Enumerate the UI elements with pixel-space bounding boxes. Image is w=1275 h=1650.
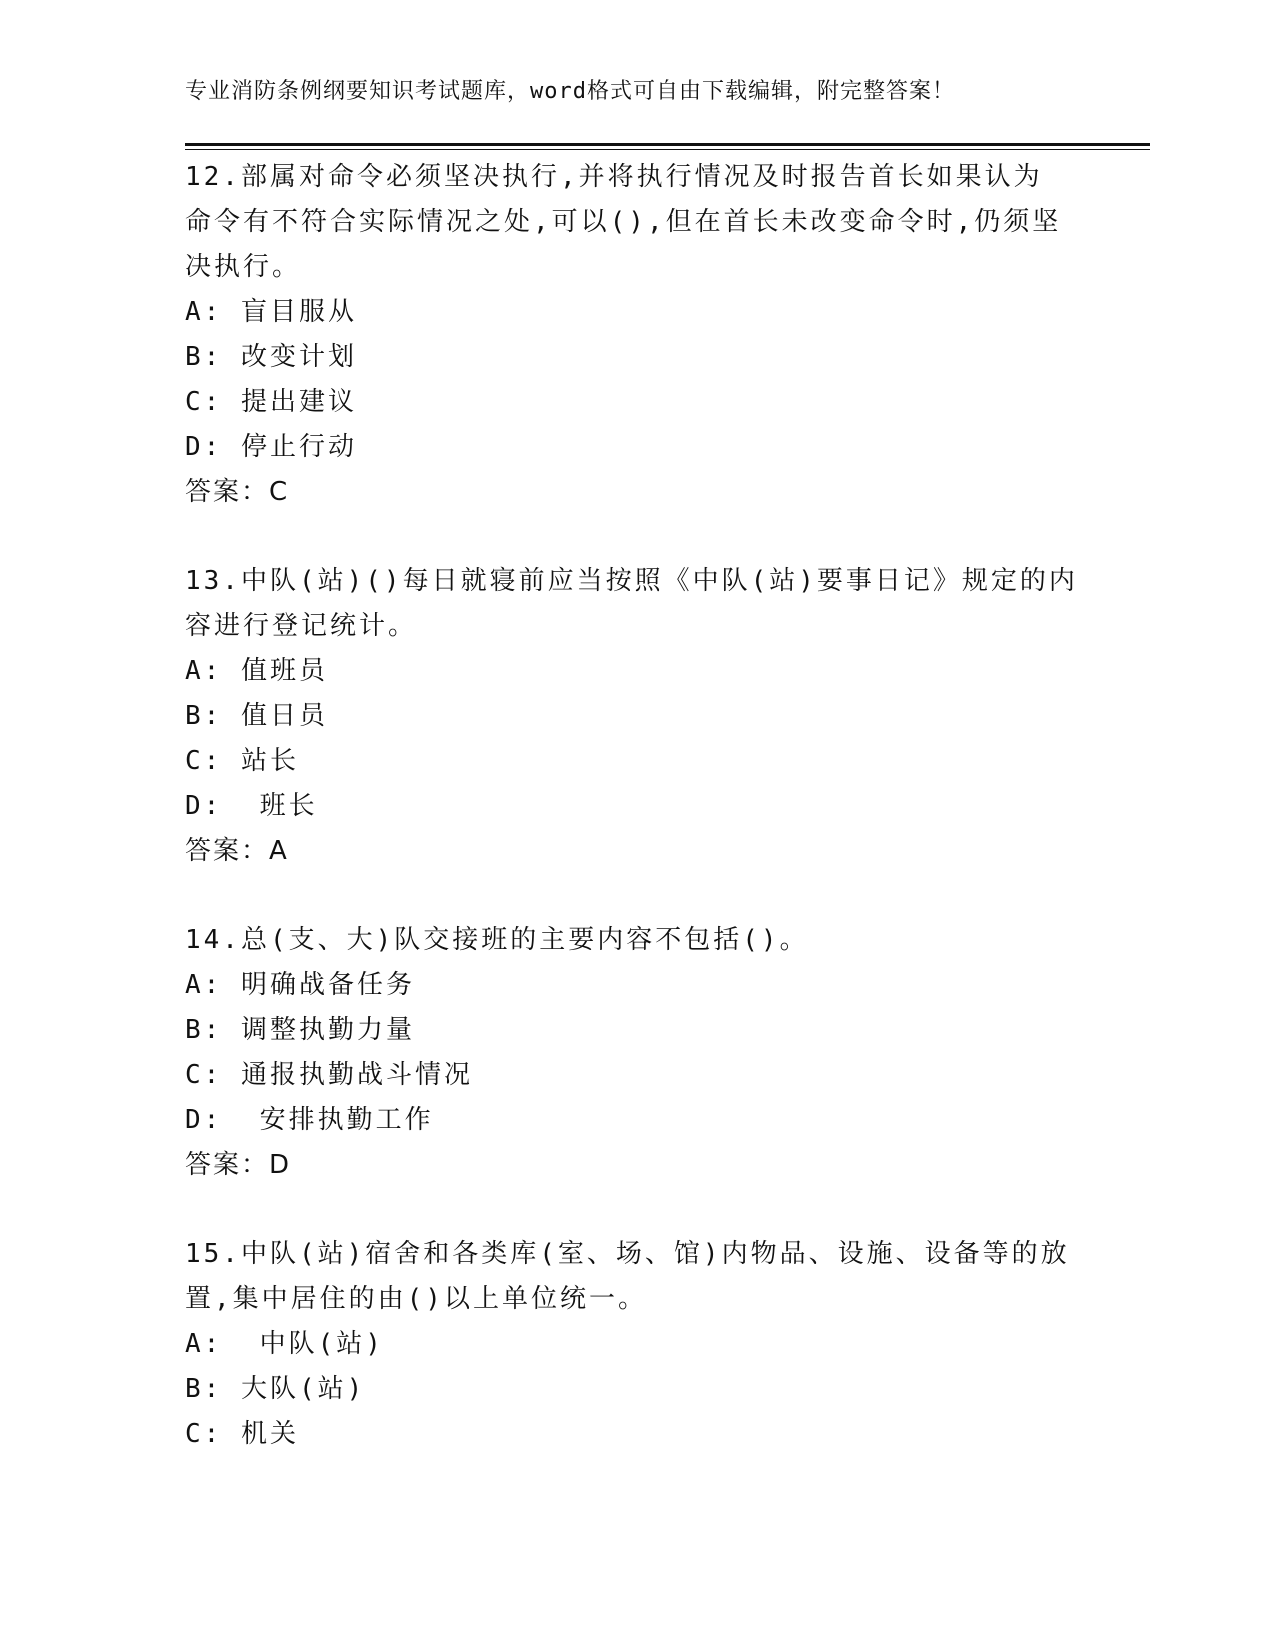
- page-header: 专业消防条例纲要知识考试题库，word格式可自由下载编辑，附完整答案！: [185, 79, 955, 104]
- question-list: [185, 155, 1085, 1501]
- header-rule-thin: [185, 149, 1150, 150]
- option-d: D: 停止行动: [185, 432, 357, 462]
- option-a: A: 盲目服从: [185, 297, 357, 327]
- option-a: A: 明确战备任务: [185, 970, 415, 1000]
- question-14: [185, 918, 1085, 1188]
- question-stem: 13.中队(站)()每日就寝前应当按照《中队(站)要事日记》规定的内容进行登记统计。: [185, 566, 1078, 641]
- header-rule-thick: [185, 143, 1150, 146]
- option-b: B: 值日员: [185, 701, 328, 731]
- question-stem: 12.部属对命令必须坚决执行,并将执行情况及时报告首长如果认为 命令有不符合实际情况之处,可以(),但在首长未改变命令时,仍须坚决执行。: [185, 162, 1062, 282]
- option-d: D: 班长: [185, 791, 318, 821]
- question-12: [185, 155, 1085, 515]
- option-a: A: 中队(站): [185, 1329, 384, 1359]
- question-13: [185, 559, 1085, 874]
- option-b: B: 调整执勤力量: [185, 1015, 415, 1045]
- option-c: C: 提出建议: [185, 387, 357, 417]
- option-d: D: 安排执勤工作: [185, 1105, 434, 1135]
- option-c: C: 通报执勤战斗情况: [185, 1060, 473, 1090]
- question-stem: 15.中队(站)宿舍和各类库(室、场、馆)内物品、设施、设备等的放置,集中居住的由()以上单位统一。: [185, 1239, 1070, 1314]
- answer: 答案：D: [185, 1150, 292, 1180]
- question-stem: 14.总(支、大)队交接班的主要内容不包括()。: [185, 925, 809, 955]
- answer: 答案：C: [185, 477, 290, 507]
- option-c: C: 站长: [185, 746, 299, 776]
- option-c: C: 机关: [185, 1419, 299, 1449]
- option-a: A: 值班员: [185, 656, 328, 686]
- option-b: B: 改变计划: [185, 342, 357, 372]
- question-15: [185, 1232, 1085, 1457]
- option-b: B: 大队(站): [185, 1374, 366, 1404]
- answer: 答案：A: [185, 836, 289, 866]
